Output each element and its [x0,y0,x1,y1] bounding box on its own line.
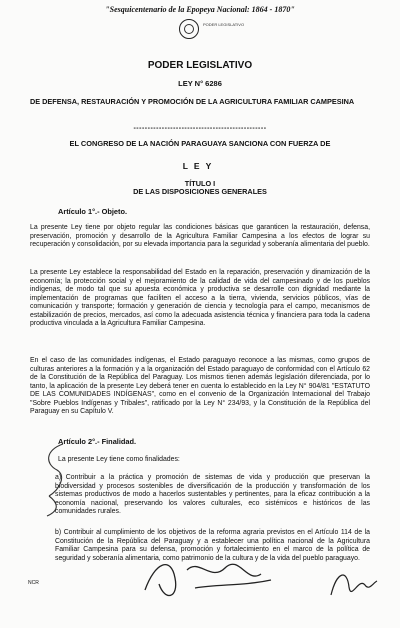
left-margin-signature [35,440,75,520]
article-2-item-b: b) Contribuir al cumplimiento de los objetivos de la reforma agraria previstos en el Artículo 114 de la Constitución de la República del Paraguay y a establecer una política nacional de la Agricultura Familiar Campesina para su defensa, promoción y fortalecimiento en el marco de la política de seguridad y soberanía alimentaria, como patrimonio de la cultura y de la vida del pueblo paraguayo. [55,529,370,562]
article-2-heading: Artículo 2°.- Finalidad. [58,437,137,446]
congress-seal-icon [179,19,199,39]
congress-sanction: EL CONGRESO DE LA NACIÓN PARAGUAYA SANCIONA CON FUERZA DE [69,139,331,148]
poder-heading: PODER LEGISLATIVO [147,60,253,71]
article-1-paragraph-1: La presente Ley tiene por objeto regular las condiciones básicas que garanticen la restauración, defensa, preservación, promoción y desarrollo de la Agricultura Familiar Campesina a los efectos de lograr su recuperación y consolidación, por su elevada importancia para la seguridad y soberanía alimentaria del pueblo. [30,224,370,249]
law-number: LEY N° 6286 [178,79,222,88]
article-1-paragraph-3: En el caso de las comunidades indígenas, el Estado paraguayo reconoce a las mismas, como grupos de culturas anteriores a la formación y a la organización del Estado paraguayo de conformidad con el Artículo 62 de la Constitución de la República del Paraguay. Los mismos tienen además legislación diferenciada, por lo tanto, la aplicación de la presente Ley deberá tener en cuenta lo establecido en la Ley N° 904/81 "ESTATUTO DE LAS COMUNIDADES INDÍGENAS", como en el convenio de la Organización Internacional del Trabajo "Sobre Pueblos Indígenas y Tribales", ratificado por la Ley N° 234/93, y la Constitución de la República del Paraguay en su Capítulo V. [30,357,370,416]
ley-heading: LEY [182,161,218,171]
header-motto: "Sesquicentenario de la Epopeya Nacional: 1864 - 1870" [105,5,295,14]
separator-dashes: ----------------------------------------------- [133,125,267,132]
typist-initials: NCR [28,580,39,586]
article-1-heading: Artículo 1°.- Objeto. [58,207,128,216]
title-heading: TÍTULO I [184,179,216,188]
seal-caption: PODER LEGISLATIVO [203,22,245,27]
right-signature [325,565,380,605]
article-1-paragraph-2: La presente Ley establece la responsabilidad del Estado en la reparación, preservación y dinamización de la economía; la protección social y el mejoramiento de la calidad de vida del campesinado y de los pueblos indígenas, de modo tal que su apuesta económica y productiva se desarrolle con dignidad mediante la implementación de programas que faciliten el acceso a la tierra, vivienda, servicios públicos, vías de comunicación y transporte; formación y generación de ciencia y tecnología para el campo, mecanismos de estabilización de precios, mercados, así como la adecuada asistencia técnica y financiera para toda la cadena productiva vinculada a la Agricultura Familiar Campesina. [30,269,370,328]
section-heading: DE LAS DISPOSICIONES GENERALES [133,187,267,196]
article-2-item-a: a) Contribuir a la práctica y promoción de sistemas de vida y producción que preservan la biodiversidad y procesos sostenibles de diversificación de la producción y transformación de los sistemas productivos de modo a hacerlos sustentables y pertinentes, para la eficaz contribución a la economía nacional, preservando los valores culturales, eco sistémicos e históricos de las comunidades rurales. [55,474,370,516]
center-signature [135,550,285,605]
article-2-intro: La presente Ley tiene como finalidades: [58,456,180,463]
law-title: DE DEFENSA, RESTAURACIÓN Y PROMOCIÓN DE LA AGRICULTURA FAMILIAR CAMPESINA [30,97,355,106]
